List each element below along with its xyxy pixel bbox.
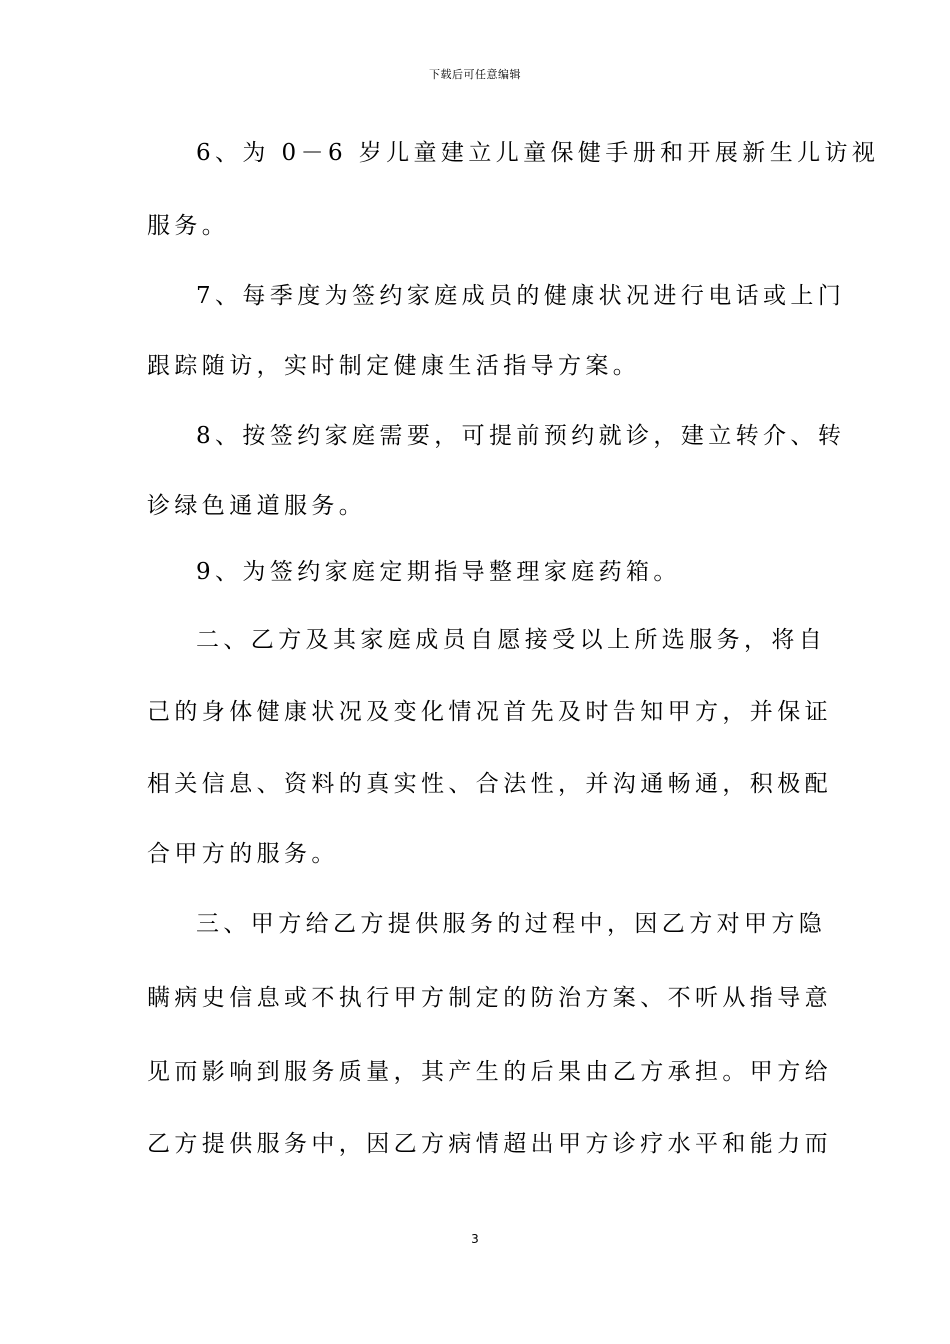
text-line: 见而影响到服务质量，其产生的后果由乙方承担。甲方给 [147,1059,832,1085]
text-line: 服务。 [147,213,230,239]
page-number: 3 [471,1232,479,1246]
text-line: 相关信息、资料的真实性、合法性，并沟通畅通，积极配 [147,771,832,797]
text-line: 三、甲方给乙方提供服务的过程中，因乙方对甲方隐 [196,911,827,937]
text-line: 己的身体健康状况及变化情况首先及时告知甲方，并保证 [147,699,832,725]
text-line: 7、每季度为签约家庭成员的健康状况进行电话或上门 [196,283,846,309]
text-line: 6、为 0－6 岁儿童建立儿童保健手册和开展新生儿访视 [196,140,880,166]
text-line: 二、乙方及其家庭成员自愿接受以上所选服务，将自 [196,627,827,653]
header-note: 下载后可任意编辑 [429,68,521,81]
text-line: 跟踪随访，实时制定健康生活指导方案。 [147,353,641,379]
text-line: 合甲方的服务。 [147,841,339,867]
text-line: 瞒病史信息或不执行甲方制定的防治方案、不听从指导意 [147,985,832,1011]
text-line: 9、为签约家庭定期指导整理家庭药箱。 [196,559,681,585]
text-line: 乙方提供服务中，因乙方病情超出甲方诊疗水平和能力而 [147,1131,832,1157]
text-line: 8、按签约家庭需要，可提前预约就诊，建立转介、转 [196,423,846,449]
text-line: 诊绿色通道服务。 [147,493,367,519]
